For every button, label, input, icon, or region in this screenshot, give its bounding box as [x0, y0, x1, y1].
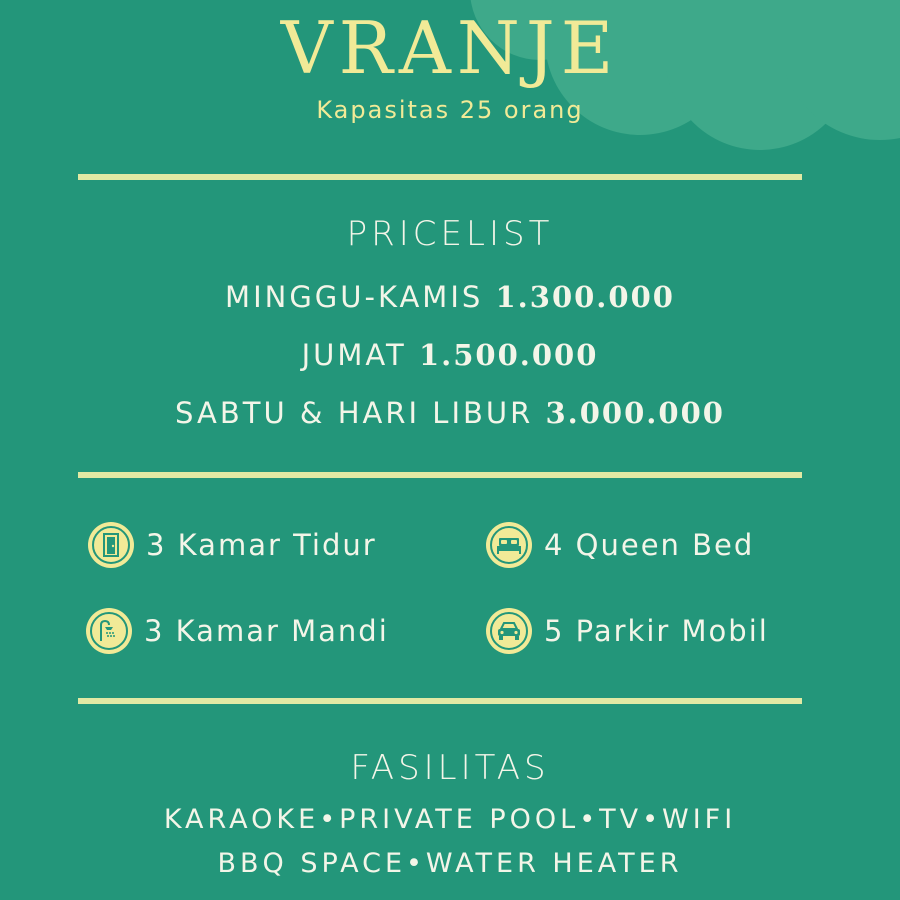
facilities-heading: FASILITAS	[350, 748, 550, 788]
door-icon	[88, 522, 134, 568]
divider-middle	[78, 472, 802, 478]
facilities-line-2: BBQ SPACE•WATER HEATER	[217, 848, 683, 879]
price-amount: 1.500.000	[418, 338, 599, 372]
feature-label: 3 Kamar Mandi	[144, 614, 389, 648]
price-amount: 1.300.000	[495, 280, 675, 314]
price-label: JUMAT	[301, 338, 407, 372]
feature-label: 3 Kamar Tidur	[146, 528, 377, 562]
price-row-friday	[0, 338, 900, 372]
facilities-line-1: KARAOKE•PRIVATE POOL•TV•WIFI	[163, 804, 737, 835]
feature-bedrooms	[88, 520, 377, 570]
price-amount: 3.000.000	[545, 396, 725, 430]
price-row-weekday	[0, 280, 900, 314]
feature-bathrooms	[86, 606, 389, 656]
price-label: MINGGU-KAMIS	[225, 280, 484, 314]
car-icon	[486, 608, 532, 654]
feature-parking	[486, 606, 769, 656]
feature-label: 4 Queen Bed	[544, 528, 755, 562]
divider-top	[78, 174, 802, 180]
divider-bottom	[78, 698, 802, 704]
capacity-text: Kapasitas 25 orang	[316, 96, 584, 124]
feature-label: 5 Parkir Mobil	[544, 614, 769, 648]
page-title: VRANJE	[280, 6, 620, 90]
price-row-weekend	[0, 396, 900, 430]
feature-beds	[486, 520, 754, 570]
pricelist-heading: PRICELIST	[346, 214, 554, 254]
shower-icon	[86, 608, 132, 654]
price-label: SABTU & HARI LIBUR	[175, 396, 534, 430]
bed-icon	[486, 522, 532, 568]
